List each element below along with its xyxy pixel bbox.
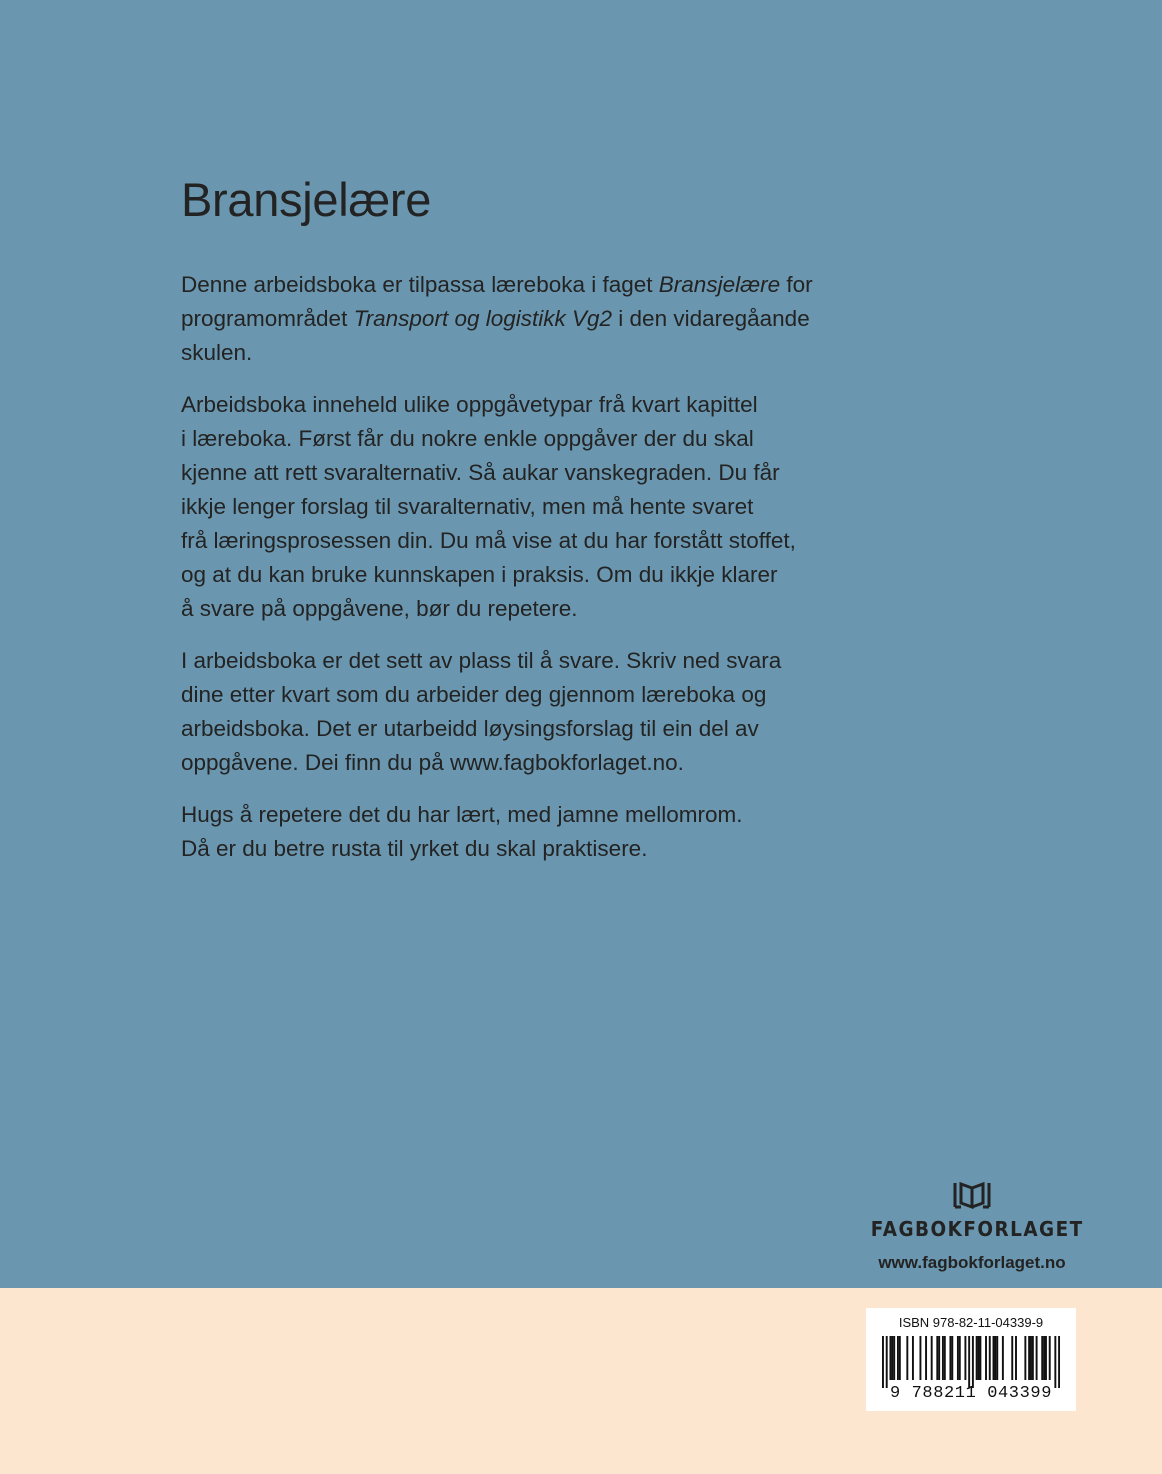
blurb-paragraph (181, 644, 881, 780)
barcode-bar (1054, 1336, 1056, 1388)
barcode-bar (972, 1336, 974, 1388)
text-run: for (780, 272, 813, 297)
publisher-url: www.fagbokforlaget.no (878, 1253, 1066, 1272)
barcode-bar (912, 1336, 914, 1380)
publisher-block (862, 1180, 1082, 1273)
open-book-logo-icon (952, 1180, 992, 1210)
barcode-bar (938, 1336, 940, 1380)
barcode-bar (964, 1336, 966, 1380)
text-run: i den vidaregåande (612, 306, 810, 331)
barcode-bar (886, 1336, 888, 1388)
barcode-bar (1049, 1336, 1051, 1380)
text-run: dine etter kvart som du arbeider deg gjennom læreboka og (181, 682, 767, 707)
blurb-paragraph (181, 268, 881, 370)
barcode-bar (906, 1336, 908, 1380)
barcode-bar (1015, 1336, 1017, 1380)
barcode-bar (959, 1336, 961, 1380)
text-run: kjenne att rett svaralternativ. Så aukar vanskegraden. Du får (181, 460, 780, 485)
barcode-bar (989, 1336, 991, 1380)
blurb-line (181, 302, 881, 336)
blurb-line (181, 644, 881, 678)
barcode-digits: 9 788211 043399 (889, 1384, 1053, 1403)
barcode-bar (925, 1336, 927, 1380)
text-run: å svare på oppgåvene, bør du repetere. (181, 596, 578, 621)
publisher-name: FAGBOKFORLAGET (870, 1217, 1084, 1241)
isbn-barcode (866, 1308, 1076, 1411)
blurb-paragraph (181, 798, 881, 866)
barcode-bar (889, 1336, 891, 1380)
barcode-bar (951, 1336, 953, 1380)
barcode-bar (968, 1336, 970, 1388)
text-run: Hugs å repetere det du har lært, med jamne mellomrom. (181, 802, 743, 827)
italic-text: Transport og logistikk Vg2 (353, 306, 613, 331)
blurb-line (181, 336, 881, 370)
barcode-bar (985, 1336, 987, 1380)
barcode-bar (919, 1336, 921, 1380)
barcode-bar (994, 1336, 996, 1380)
barcode-bar (882, 1336, 884, 1388)
barcode-bar (1028, 1336, 1030, 1380)
blurb-line (181, 558, 881, 592)
barcode-bar (899, 1336, 901, 1380)
barcode-bar (996, 1336, 998, 1380)
blurb-paragraph (181, 388, 881, 626)
barcode-bar (931, 1336, 933, 1380)
barcode-bar (949, 1336, 951, 1380)
book-title: Bransjelære (181, 173, 432, 226)
text-run: Då er du betre rusta til yrket du skal praktisere. (181, 836, 648, 861)
blurb-line (181, 832, 881, 866)
blurb-line (181, 490, 881, 524)
barcode-bar (1011, 1336, 1013, 1380)
italic-text: Bransjelære (658, 272, 781, 297)
text-run: arbeidsboka. Det er utarbeidd løysingsforslag til ein del av (181, 716, 759, 741)
barcode-bar (957, 1336, 959, 1380)
barcode-bar (942, 1336, 944, 1380)
barcode-bar (1030, 1336, 1032, 1380)
text-run: skulen. (181, 340, 253, 365)
blurb-line (181, 268, 881, 302)
blurb-text (181, 268, 881, 884)
barcode-bar (893, 1336, 895, 1380)
text-run: Arbeidsboka inneheld ulike oppgåvetypar frå kvart kapittel (181, 392, 758, 417)
blurb-line (181, 524, 881, 558)
blurb-line (181, 456, 881, 490)
blurb-line (181, 678, 881, 712)
barcode-bar (1024, 1336, 1026, 1380)
text-run: frå læringsprosessen din. Du må vise at du har forstått stoffet, (181, 528, 796, 553)
text-run: ikkje lenger forslag til svaralternativ, men må hente svaret (181, 494, 754, 519)
text-run: programområdet (181, 306, 354, 331)
blurb-line (181, 592, 881, 626)
barcode-bar (1045, 1336, 1047, 1380)
barcode-bar (1043, 1336, 1045, 1380)
isbn-label: ISBN 978-82-11-04339-9 (898, 1315, 1044, 1330)
barcode-bar (978, 1336, 980, 1380)
blurb-line (181, 422, 881, 456)
blurb-line (181, 388, 881, 422)
text-run: I arbeidsboka er det sett av plass til å svare. Skriv ned svara (181, 648, 782, 673)
barcode-bar (979, 1336, 981, 1380)
blurb-line (181, 712, 881, 746)
barcode-bar (936, 1336, 938, 1380)
barcode-bar (1058, 1336, 1060, 1388)
barcode-bars (882, 1336, 1060, 1388)
barcode-bar (944, 1336, 946, 1380)
blurb-line (181, 798, 881, 832)
barcode-bar (1041, 1336, 1043, 1380)
text-run: oppgåvene. Dei finn du på www.fagbokforlaget.no. (181, 750, 684, 775)
barcode-bar (976, 1336, 978, 1380)
barcode-bar (1036, 1336, 1038, 1380)
text-run: og at du kan bruke kunnskapen i praksis. Om du ikkje klarer (181, 562, 778, 587)
barcode-bar (1032, 1336, 1034, 1380)
barcode-bar (1002, 1336, 1004, 1380)
text-run: i læreboka. Først får du nokre enkle oppgåver der du skal (181, 426, 754, 451)
barcode-bar (897, 1336, 899, 1380)
barcode-bar (891, 1336, 893, 1380)
blurb-line (181, 746, 881, 780)
barcode-bar (993, 1336, 995, 1380)
text-run: Denne arbeidsboka er tilpassa læreboka i faget (181, 272, 659, 297)
